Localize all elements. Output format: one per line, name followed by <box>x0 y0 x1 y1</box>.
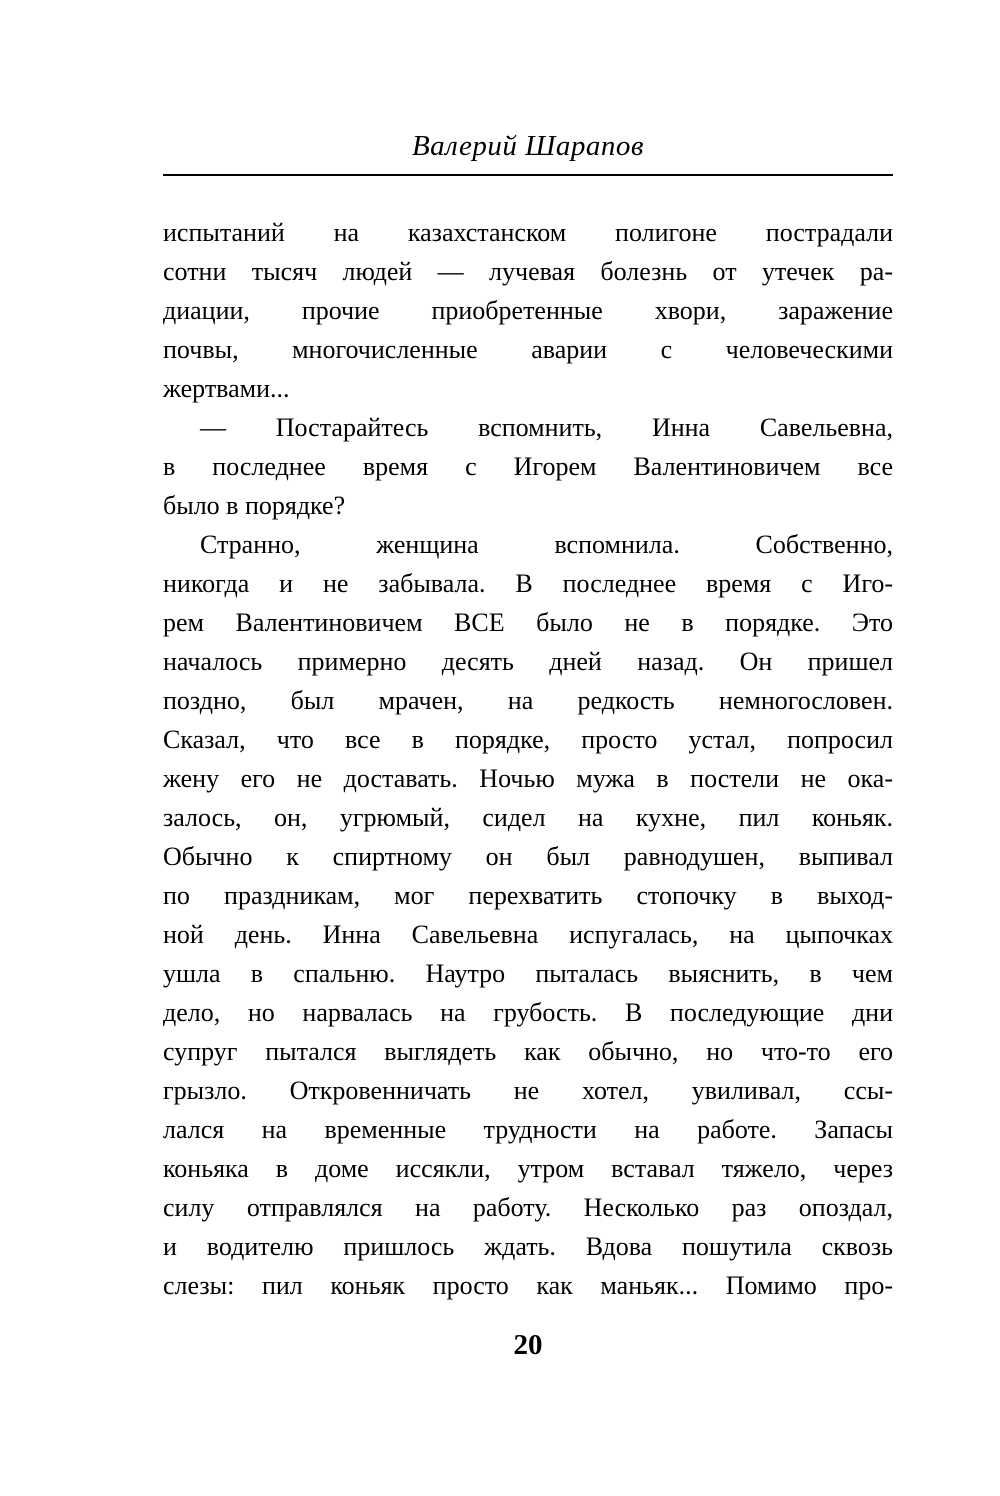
text-line: испытаний на казахстанском полигоне пострадали <box>163 218 893 247</box>
text-line: жертвами... <box>163 374 290 403</box>
text-line: началось примерно десять дней назад. Он пришел <box>163 647 893 676</box>
text-line: сотни тысяч людей — лучевая болезнь от утечек ра- <box>163 257 893 286</box>
text-line: грызло. Откровенничать не хотел, увиливал, ссы- <box>163 1076 893 1105</box>
text-line: было в порядке? <box>163 491 346 520</box>
running-header: Валерий Шарапов <box>411 130 645 162</box>
text-line: поздно, был мрачен, на редкость немногословен. <box>163 686 893 715</box>
body-text <box>163 213 893 1305</box>
text-line: дело, но нарвалась на грубость. В последующие дни <box>163 998 893 1027</box>
paragraph <box>163 408 893 525</box>
text-line: залось, он, угрюмый, сидел на кухне, пил коньяк. <box>163 803 893 832</box>
text-line: почвы, многочисленные аварии с человеческими <box>163 335 893 364</box>
text-line: никогда и не забывала. В последнее время с Иго- <box>163 569 893 598</box>
paragraph <box>163 213 893 408</box>
text-line: Странно, женщина вспомнила. Собственно, <box>200 530 893 559</box>
text-line: Сказал, что все в порядке, просто устал, попросил <box>163 725 893 754</box>
paragraph <box>163 525 893 1305</box>
text-line: слезы: пил коньяк просто как маньяк... Помимо про- <box>163 1271 893 1300</box>
text-line: ушла в спальню. Наутро пыталась выяснить, в чем <box>163 959 893 988</box>
text-line: лался на временные трудности на работе. Запасы <box>163 1115 893 1144</box>
header-rule <box>163 174 893 176</box>
text-line: в последнее время с Игорем Валентиновичем все <box>163 452 893 481</box>
text-line: диации, прочие приобретенные хвори, заражение <box>163 296 893 325</box>
text-line: Обычно к спиртному он был равнодушен, выпивал <box>163 842 893 871</box>
text-line: и водителю пришлось ждать. Вдова пошутила сквозь <box>163 1232 893 1261</box>
text-line: супруг пытался выглядеть как обычно, но что-то его <box>163 1037 893 1066</box>
page-number: 20 <box>513 1329 543 1361</box>
text-line: жену его не доставать. Ночью мужа в постели не ока- <box>163 764 893 793</box>
text-line: силу отправлялся на работу. Несколько раз опоздал, <box>163 1193 893 1222</box>
text-line: рем Валентиновичем ВСЕ было не в порядке. Это <box>163 608 893 637</box>
text-line: ной день. Инна Савельевна испугалась, на цыпочках <box>163 920 893 949</box>
text-line: — Постарайтесь вспомнить, Инна Савельевна, <box>200 413 893 442</box>
text-line: по праздникам, мог перехватить стопочку в выход- <box>163 881 893 910</box>
text-column <box>163 0 893 1361</box>
text-line: коньяка в доме иссякли, утром вставал тяжело, через <box>163 1154 893 1183</box>
